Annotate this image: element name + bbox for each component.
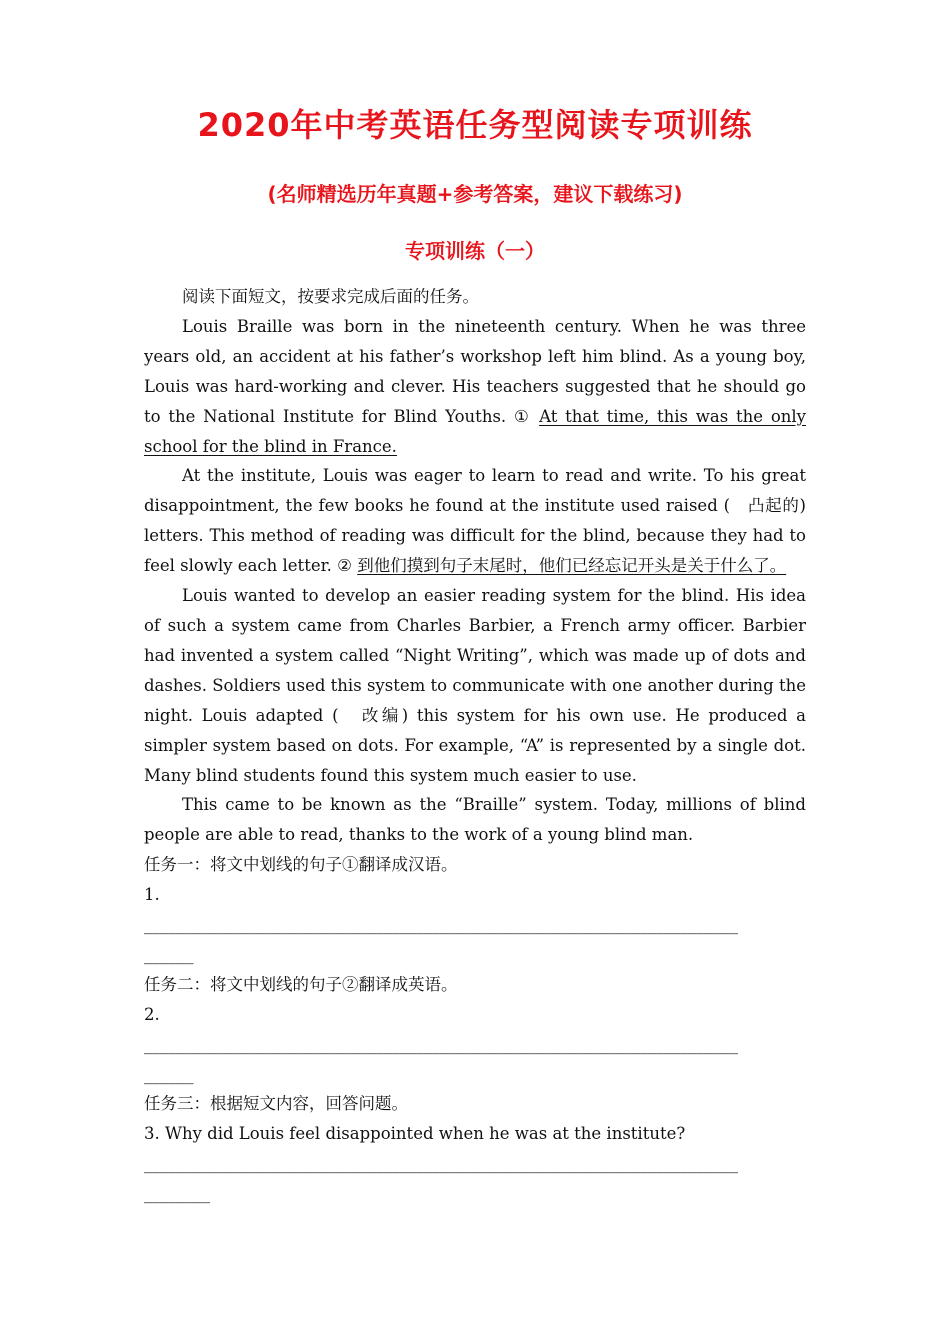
document-body bbox=[144, 282, 806, 1209]
task-3-label: 任务三：根据短文内容，回答问题。 bbox=[144, 1094, 408, 1114]
marker-1: ① bbox=[513, 406, 532, 426]
page-subtitle: (名师精选历年真题+参考答案，建议下载练习) bbox=[267, 182, 683, 206]
paragraph-2 bbox=[144, 461, 806, 581]
page-title: 2020年中考英语任务型阅读专项训练 bbox=[197, 106, 753, 144]
paragraph-1 bbox=[144, 312, 806, 462]
answer-blank-2-continued[interactable]: ______ bbox=[144, 1064, 194, 1084]
underlined-sentence-2: 到他们摸到句子末尾时，他们已经忘记开头是关于什么了。 bbox=[357, 556, 787, 576]
answer-blank-1[interactable]: ________________________________________________________________________ bbox=[144, 915, 738, 935]
answer-blank-3-continued[interactable]: ________ bbox=[144, 1184, 210, 1204]
underlined-sentence-1: At that time, this was the only school for the blind in France. bbox=[144, 406, 806, 456]
marker-2: ② bbox=[337, 556, 352, 576]
task-2-number: 2. bbox=[144, 1004, 160, 1024]
answer-blank-3[interactable]: ________________________________________________________________________ bbox=[144, 1154, 738, 1174]
answer-blank-1-continued[interactable]: ______ bbox=[144, 944, 194, 964]
paragraph-3: Louis wanted to develop an easier reading system for the blind. His idea of such a system came from Charles Barbier, a French army officer. Barbier had invented a system called “Night Writing”, which was made up of dots and dashes. Soldiers used this system to communicate with one another during the night. Louis adapted ( 改编) this system for his own use. He produced a simpler system based on dots. For example, “A” is represented by a single dot. Many blind students found this system much easier to use. bbox=[144, 586, 806, 785]
instruction-text: 阅读下面短文，按要求完成后面的任务。 bbox=[182, 287, 479, 306]
task-3-question: 3. Why did Louis feel disappointed when he was at the institute? bbox=[144, 1124, 686, 1144]
paragraph-2-text: At the institute, Louis was eager to learn to read and write. To his great disappointment, the few books he found at the institute used raised ( 凸起的) letters. This method of reading was difficult for the blind, because they had to feel slowly each letter. bbox=[144, 466, 806, 576]
paragraph-1-text: Louis Braille was born in the nineteenth century. When he was three years old, an accident at his father’s workshop left him blind. As a young boy, Louis was hard-working and clever. His teachers suggested that he should go to the National Institute for Blind Youths. bbox=[144, 316, 806, 426]
task-1-label: 任务一：将文中划线的句子①翻译成汉语。 bbox=[144, 855, 458, 875]
task-2-label: 任务二：将文中划线的句子②翻译成英语。 bbox=[144, 974, 458, 994]
section-heading: 专项训练（一） bbox=[405, 239, 545, 263]
task-1-number: 1. bbox=[144, 885, 160, 905]
answer-blank-2[interactable]: ________________________________________________________________________ bbox=[144, 1034, 738, 1054]
paragraph-4: This came to be known as the “Braille” system. Today, millions of blind people are able to read, thanks to the work of a young blind man. bbox=[144, 795, 806, 845]
